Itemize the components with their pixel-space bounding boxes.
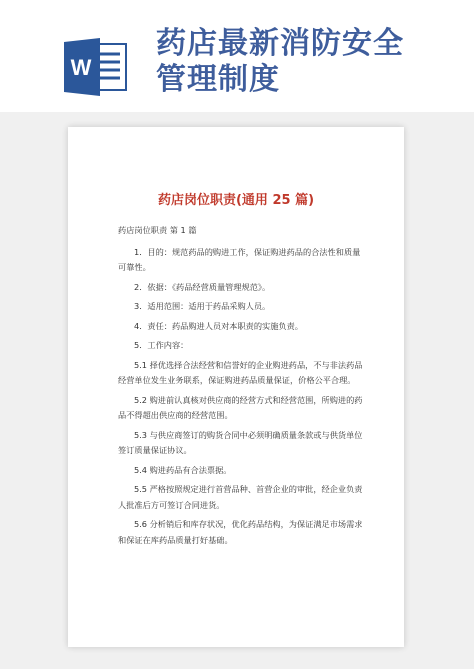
- paragraph: 3．适用范围：适用于药品采购人员。: [134, 301, 271, 311]
- paragraph: 5.5 严格按照规定进行首营品种、首营企业的审批，经企业负责人批准后方可签订合同进货。: [118, 484, 363, 510]
- paragraph: 4．责任：药品购进人员对本职责的实施负责。: [134, 320, 303, 331]
- document-body: [118, 223, 368, 552]
- page-title: 药店最新消防安全 管理制度: [156, 26, 404, 97]
- header-banner: [0, 0, 474, 112]
- paragraph: 1．目的：规范药品的购进工作，保证购进药品的合法性和质量可靠性。: [118, 246, 361, 272]
- paragraph: 2．依据：《药品经营质量管理规范》。: [134, 281, 271, 292]
- paragraph: 5.2 购进前认真核对供应商的经营方式和经营范围，所购进的药品不得超出供应商的经营范围。: [118, 394, 363, 420]
- paragraph: 5.1 择优选择合法经营和信誉好的企业购进药品，不与非法药品经营单位发生业务联系，保证购进药品质量保证，价格公平合理。: [118, 359, 363, 385]
- paragraph: 5.3 与供应商签订的购货合同中必须明确质量条款或与供货单位签订质量保证协议。: [118, 429, 363, 455]
- section-heading: 药店岗位职责 第 1 篇: [118, 225, 197, 235]
- word-icon-letter: W: [70, 55, 92, 80]
- paragraph: 5.6 分析销后和库存状况，优化药品结构，为保证满足市场需求和保证在库药品质量打好基础。: [118, 519, 363, 545]
- paragraph: 5.4 购进药品有合法票据。: [134, 464, 232, 475]
- document-title: 药店岗位职责(通用 25 篇): [157, 193, 315, 208]
- word-icon: [64, 38, 130, 96]
- paragraph: 5．工作内容：: [134, 340, 189, 350]
- document-page: [68, 127, 404, 647]
